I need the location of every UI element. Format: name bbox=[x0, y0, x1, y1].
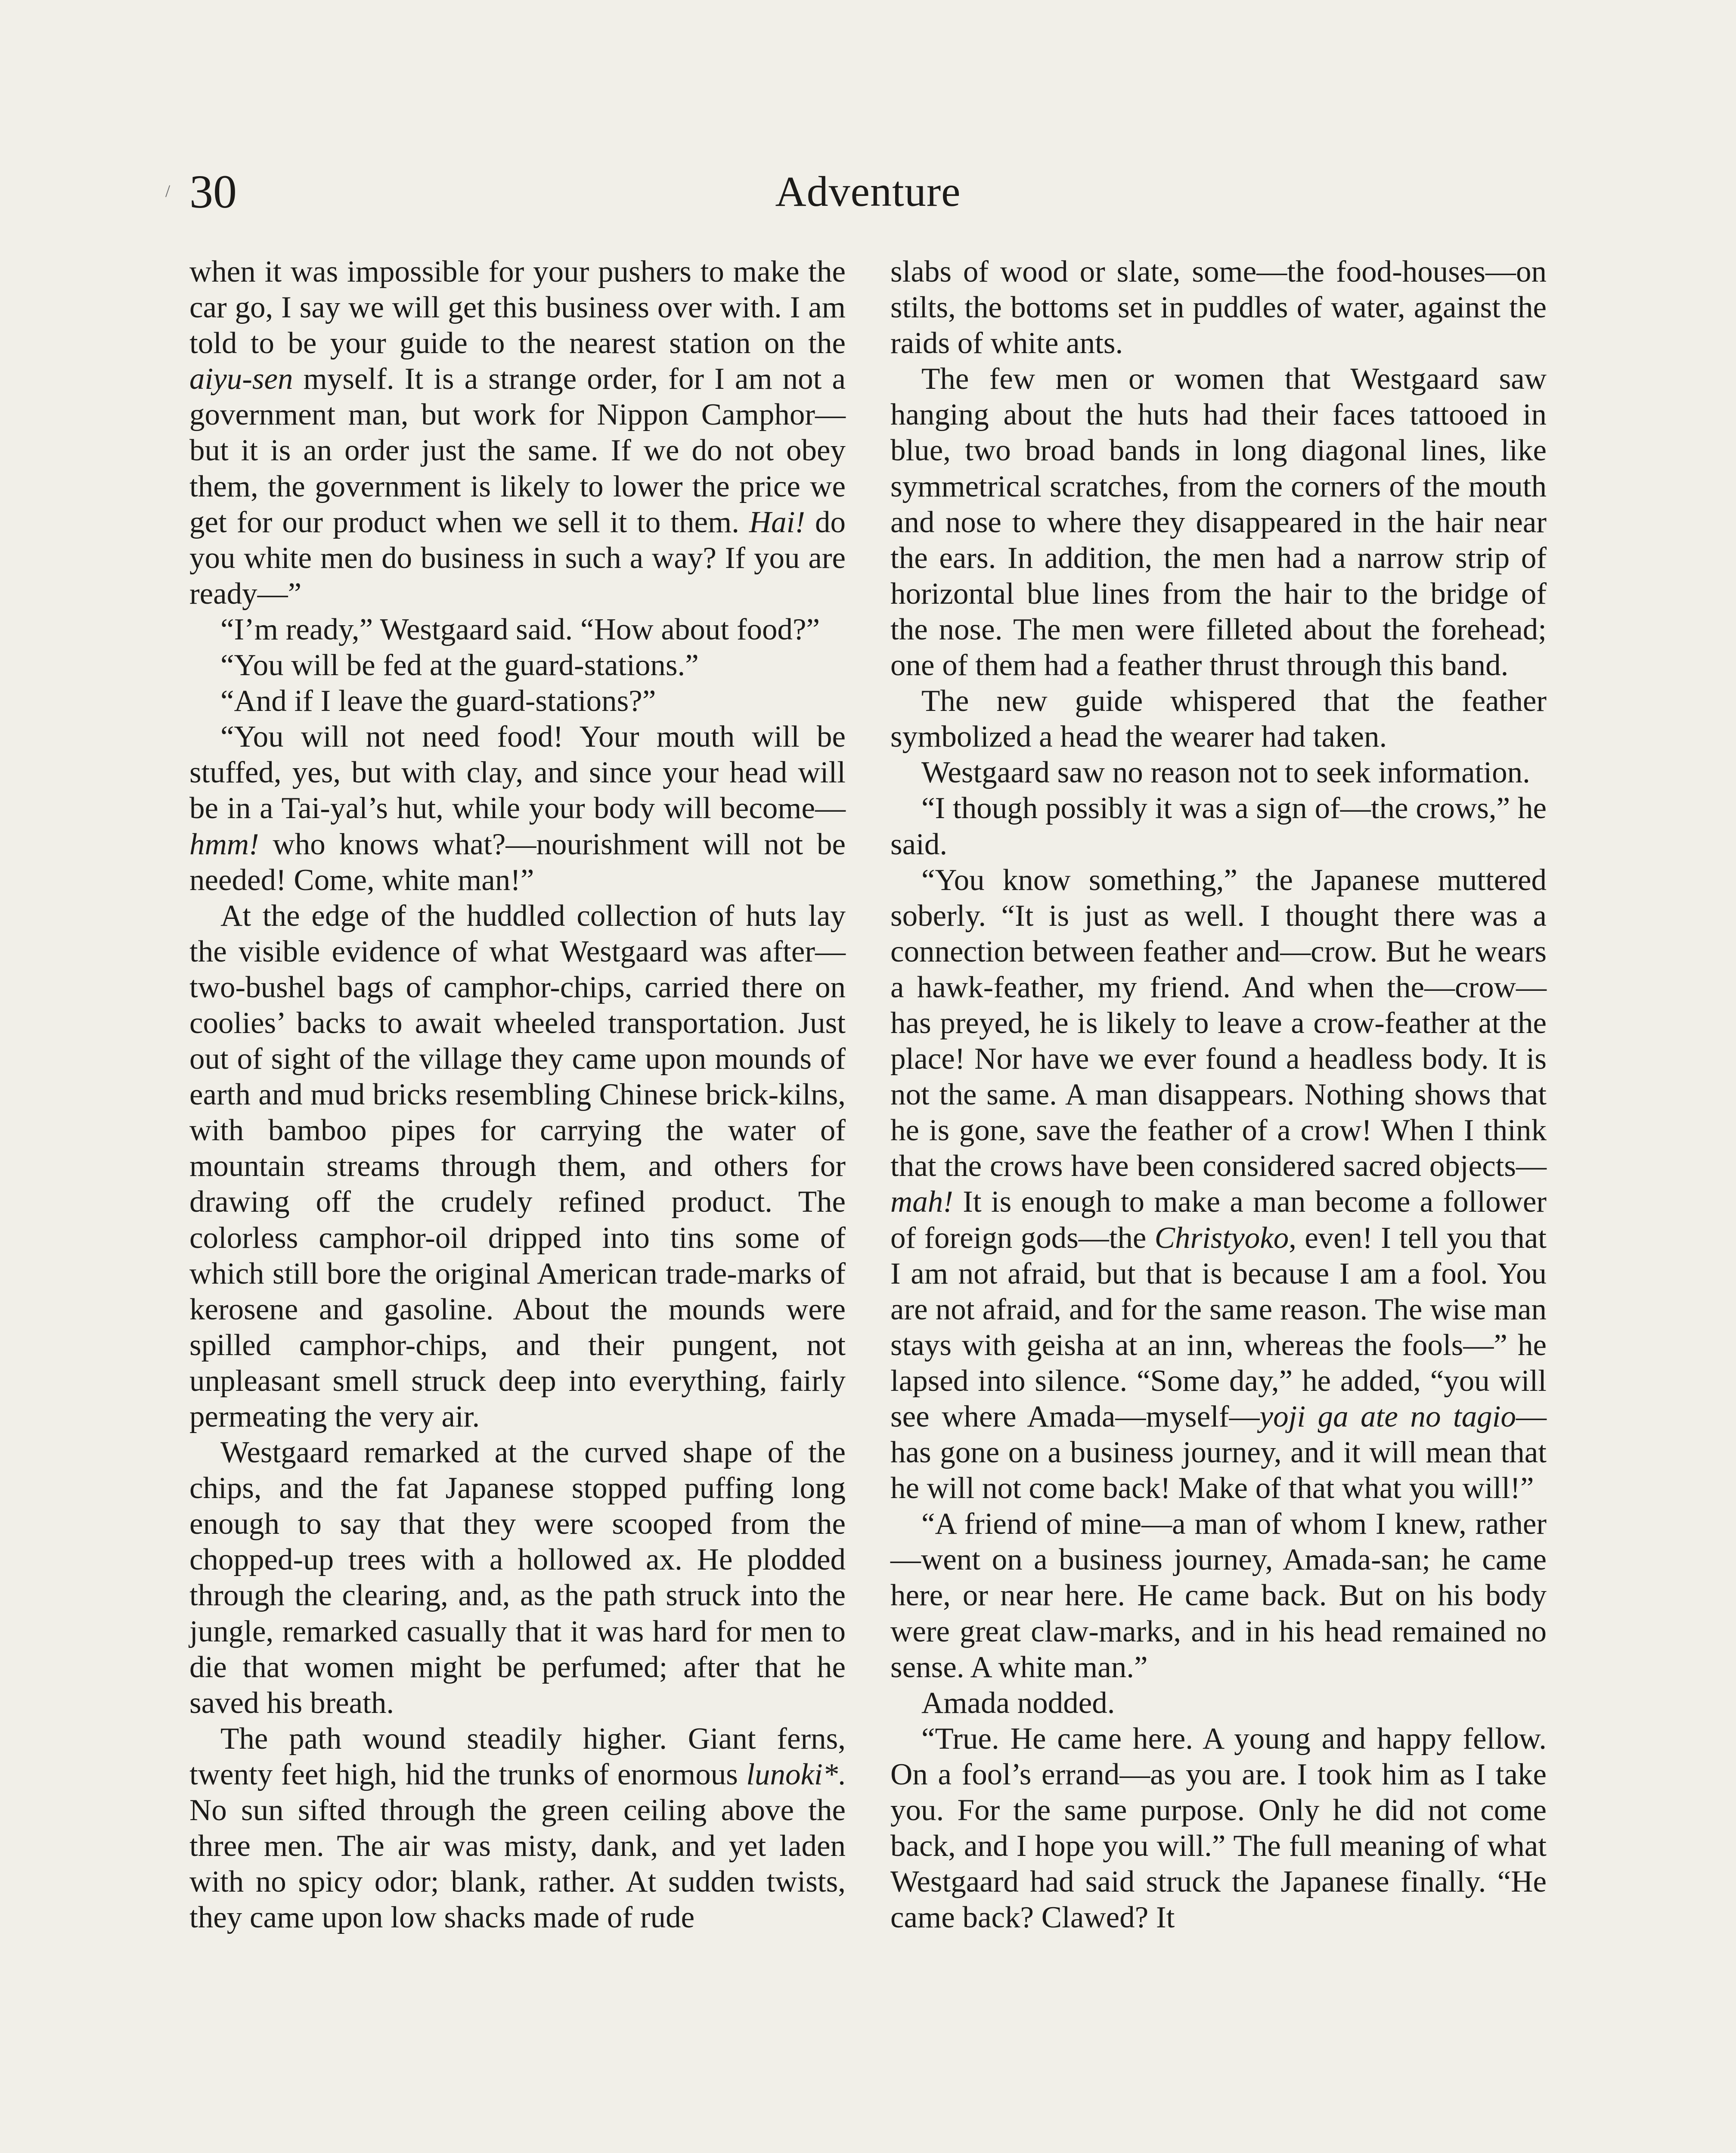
page-number: 30 bbox=[189, 165, 237, 218]
margin-mark: / bbox=[165, 181, 170, 201]
paragraph: “You know something,” the Japanese muttered soberly. “It is just as well. I thought there was a connection between feather and—crow. But he wears a hawk-feather, my friend. And when the—crow—has preyed, he is likely to leave a crow-feather at the place! Nor have we ever found a headless body. It is not the same. A man disappears. Nothing shows that he is gone, save the feather of a crow! When I think that the crows have been considered sacred objects—mah! It is enough to make a man become a follower of foreign gods—the Christyoko, even! I tell you that I am not afraid, but that is because I am a fool. You are not afraid, and for the same reason. The wise man stays with geisha at an inn, whereas the fools—” he lapsed into silence. “Some day,” he added, “you will see where Amada—myself—yoji ga ate no tagio—has gone on a business journey, and it will mean that he will not come back! Make of that what you will!” bbox=[890, 863, 1547, 1505]
running-head: Adventure bbox=[775, 168, 961, 215]
paragraph: Westgaard saw no reason not to seek information. bbox=[921, 756, 1530, 790]
paragraph: “And if I leave the guard-stations?” bbox=[220, 684, 656, 718]
left-column bbox=[189, 254, 846, 1936]
paragraph: when it was impossible for your pushers to make the car go, I say we will get this business over with. I am told to be your guide to the nearest station on the aiyu-sen myself. It is a strange order, for I am not a government man, but work for Nippon Camphor—but it is an order just the same. If we do not obey them, the government is likely to lower the price we get for our product when we sell it to them. Hai! do you white men do business in such a way? If you are ready—” bbox=[189, 255, 846, 611]
paragraph: “True. He came here. A young and happy fellow. On a fool’s errand—as you are. I took him as I take you. For the same purpose. Only he did not come back, and I hope you will.” The full meaning of what Westgaard had said struck the Japanese finally. “He came back? Clawed? It bbox=[890, 1722, 1547, 1935]
paragraph: At the edge of the huddled collection of huts lay the visible evidence of what Westgaard was after—two-bushel bags of camphor-chips, carried there on coolies’ backs to await wheeled transportation. Just out of sight of the village they came upon mounds of earth and mud bricks resembling Chinese brick-kilns, with bamboo pipes for carrying the water of mountain streams through them, and others for drawing off the crudely refined product. The colorless camphor-oil dripped into tins some of which still bore the original American trade-marks of kerosene and gasoline. About the mounds were spilled camphor-chips, and their pungent, not unpleasant smell struck deep into everything, fairly permeating the very air. bbox=[189, 899, 846, 1433]
paragraph: “A friend of mine—a man of whom I knew, rather—went on a business journey, Amada-san; he came here, or near here. He came back. But on his body were great claw-marks, and in his head remained no sense. A white man.” bbox=[890, 1507, 1547, 1684]
right-column bbox=[890, 254, 1547, 1936]
paragraph: “You will be fed at the guard-stations.” bbox=[220, 648, 699, 683]
paragraph: “I’m ready,” Westgaard said. “How about food?” bbox=[220, 612, 820, 646]
paragraph: Amada nodded. bbox=[921, 1686, 1115, 1720]
paragraph: “You will not need food! Your mouth will be stuffed, yes, but with clay, and since your head will be in a Tai-yal’s hut, while your body will become—hmm! who knows what?—nourishment will not be needed! Come, white man!” bbox=[189, 720, 846, 897]
paragraph: The few men or women that Westgaard saw hanging about the huts had their faces tattooed in blue, two broad bands in long diagonal lines, like symmetrical scratches, from the corners of the mouth and nose to where they disappeared in the hair near the ears. In addition, the men had a narrow strip of horizontal blue lines from the hair to the bridge of the nose. The men were filleted about the forehead; one of them had a feather thrust through this band. bbox=[890, 362, 1547, 683]
paragraph: “I though possibly it was a sign of—the crows,” he said. bbox=[890, 791, 1547, 861]
paragraph: The new guide whispered that the feather symbolized a head the wearer had taken. bbox=[890, 684, 1547, 754]
paragraph: slabs of wood or slate, some—the food-houses—on stilts, the bottoms set in puddles of water, against the raids of white ants. bbox=[890, 255, 1547, 360]
paragraph: Westgaard remarked at the curved shape of the chips, and the fat Japanese stopped puffing long enough to say that they were scooped from the chopped-up trees with a hollowed ax. He plodded through the clearing, and, as the path struck into the jungle, remarked casually that it was hard for men to die that women might be perfumed; after that he saved his breath. bbox=[189, 1436, 846, 1720]
paragraph: The path wound steadily higher. Giant ferns, twenty feet high, hid the trunks of enormous lunoki*. No sun sifted through the green ceiling above the three men. The air was misty, dank, and yet laden with no spicy odor; blank, rather. At sudden twists, they came upon low shacks made of rude bbox=[189, 1722, 846, 1935]
